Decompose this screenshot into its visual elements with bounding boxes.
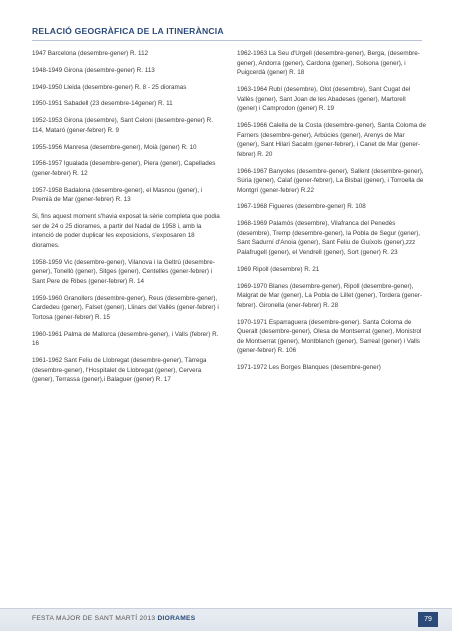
entry: 1969 Ripoll (desembre) R. 21 [237,265,320,273]
entry: 1960-1961 Palma de Mallorca (desembre-gener), i Valls (febrer) R. 16 [32,330,219,348]
entry: 1949-1950 Lleida (desembre-gener) R. 8 - 25 dioramas [32,83,187,91]
note-paragraph: Si, fins aquest moment s'havia exposat la sèrie completa que podia ser de 24 o 25 diorames, a partir del Nadal de 1958 i, amb la intenció de poder duplicar les exposicions, s'exposaren 18 diorames. [32,213,220,249]
page-number: 79 [418,612,438,627]
entry: 1967-1968 Figueres (desembre-gener) R. 108 [237,203,366,211]
entry: 1958-1959 Vic (desembre-gener), Vilanova i la Geltrú (desembre-gener), Tonellò (gener), Sitges (gener), Centelles (gener-febrer) i Sant Pere de Ribes (gener-febrer) R. 14 [32,258,215,285]
entry: 1970-1971 Esparraguera (desembre-gener). Santa Coloma de Queralt (desembre-gener), Olesa de Montserrat (gener), Monistrol de Montserrat (gener), Montblanch (gener), Sarreal (gener) i Valls (gener-febrer) R. 106 [237,318,422,355]
entry: 1971-1972 Les Borges Blanques (desembre-gener) [237,364,381,372]
entry: 1959-1960 Granollers (desembre-gener), Reus (desembre-gener), Cardedeu (gener), Falset (gener), Llinars del Vallès (gener-febrer) i Tortosa (gener-febrer) R. 15 [32,294,219,321]
entry: 1952-1953 Girona (desembre), Sant Celoni (desembre-gener) R. 114, Mataró (gener-febrer) R. 9 [32,117,213,134]
entry: 1957-1958 Badalona (desembre-gener), el Masnou (gener), i Premià de Mar (gener-febrer) R. 13 [32,186,203,204]
left-column [32,49,222,392]
entry: 1966-1967 Banyoles (desembre-gener), Sallent (desembre-gener), Súria (gener), Calaf (gener-febrer), La Bisbal (gener), i Torroella de Montgrí (gener-febrer) R.22 [237,167,424,194]
entry: 1961-1962 Sant Feliu de Llobregat (desembre-gener), Tàrrega (desembre-gener), l'Hospitalet de Llobregat (gener), Cervera (gener), Terrassa (gener),i Balaguer (gener) R. 17 [32,356,207,384]
entry: 1948-1949 Girona (desembre-gener) R. 113 [32,66,155,74]
footer-highlight: DIORAMES [157,615,196,622]
footer-label: FESTA MAJOR DE SANT MARTÍ 2013 [32,615,158,622]
entry: 1962-1963 La Seu d'Urgell (desembre-gener), Berga, (desembre-gener), Andorra (gener), Cardona (gener), Solsona (gener), i Puigcerdà (gener) R. 18 [237,50,420,77]
entry: 1955-1956 Manresa (desembre-gener), Moià (gener) R. 10 [32,143,197,151]
entry: 1965-1966 Calella de la Costa (desembre-gener), Santa Coloma de Farners (desembre-gener), Arbúcies (gener), Arenys de Mar (gener), Sant Hilari Sacalm (gener-febrer), i Canet de Mar (gener-febrer) R. 20 [237,121,427,158]
footer-text [32,615,195,622]
entry: 1969-1970 Blanes (desembre-gener), Ripoll (desembre-gener), Malgrat de Mar (gener), La Pobla de Lillet (gener), Tordera (gener-febrer). Gironella (ener-febrer) R. 28 [237,282,423,309]
entry: 1947 Barcelona (desembre-gener) R. 112 [32,50,149,57]
right-column [237,49,427,380]
entry: 1950-1951 Sabadell (23 desembre-14gener) R. 11 [32,100,173,108]
entry: 1963-1964 Rubí (desembre), Olot (desembre), Sant Cugat del Vallès (gener), Sant Joan de les Abadeses (gener), Martorell (gener) i Camprodon (gener) R. 19 [237,85,411,113]
entry: 1968-1969 Palamós (desembre), Vilafranca del Penedès (desembre), Tremp (desembre-gener), la Pobla de Segur (gener), Sant Sadurní d'Anoia (gener), Sant Feliu de Guíxols (gener),zzz Palafrugell (gener), el Vendrell (gener), Sort (gener) R. 23 [237,220,421,257]
entry: 1956-1957 Igualada (desembre-gener), Piera (gener), Capellades (gener-febrer) R. 12 [32,160,216,177]
title-divider [32,40,422,41]
section-title: RELACIÓ GEOGRÀFICA DE LA ITINERÀNCIA [32,26,224,36]
